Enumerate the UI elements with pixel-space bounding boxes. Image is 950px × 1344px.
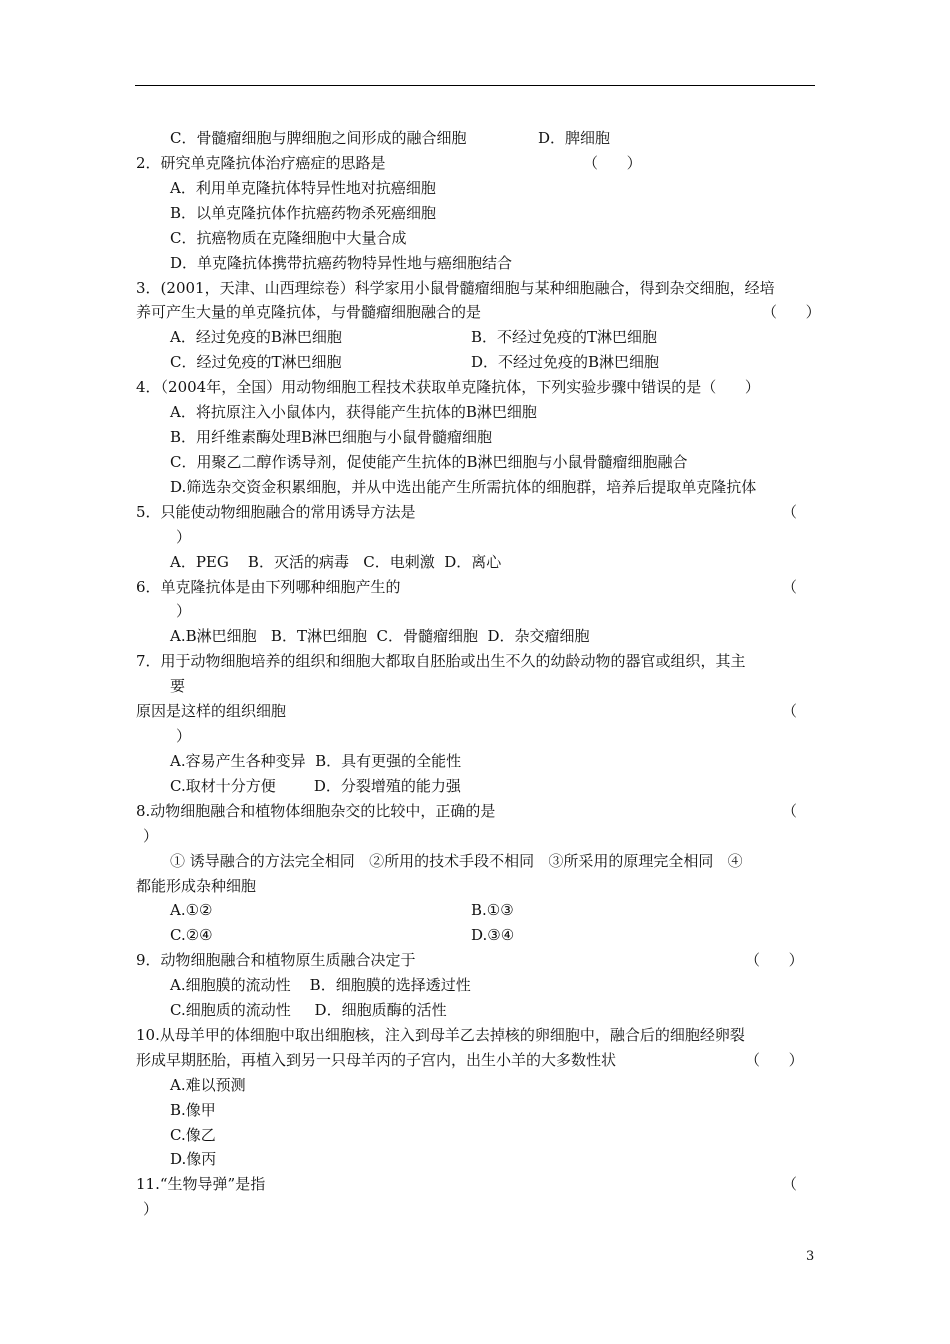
text-line: 养可产生大量的单克隆抗体，与骨髓瘤细胞融合的是 (136, 303, 482, 321)
text-line: （ (782, 578, 798, 596)
text-line: A.细胞膜的流动性 B．细胞膜的选择透过性 (170, 976, 471, 994)
text-line: A．利用单克隆抗体特异性地对抗癌细胞 (170, 179, 436, 197)
text-line: A.容易产生各种变异 B．具有更强的全能性 (170, 752, 462, 770)
text-line: 2．研究单克隆抗体治疗癌症的思路是 (136, 154, 386, 172)
text-line: 都能形成杂种细胞 (136, 877, 257, 895)
text-line: C.取材十分方便 D．分裂增殖的能力强 (170, 777, 461, 795)
text-line: C．抗癌物质在克隆细胞中大量合成 (170, 229, 407, 247)
header-rule (135, 85, 815, 86)
text-line: ） (143, 1200, 159, 1218)
text-line: D.像丙 (170, 1150, 217, 1168)
text-line: （ (782, 802, 798, 820)
text-line: 10.从母羊甲的体细胞中取出细胞核，注入到母羊乙去掉核的卵细胞中，融合后的细胞经卵裂 (136, 1026, 745, 1044)
text-line: ） (176, 528, 192, 546)
text-line: A.B淋巴细胞 B．T淋巴细胞 C．骨髓瘤细胞 D．杂交瘤细胞 (170, 627, 590, 645)
text-line: B.像甲 (170, 1101, 216, 1119)
text-line: ① 诱导融合的方法完全相同 ②所用的技术手段不相同 ③所采用的原理完全相同 ④ (170, 852, 743, 870)
text-line: 5．只能使动物细胞融合的常用诱导方法是 (136, 503, 416, 521)
text-line: （ ） (583, 154, 642, 172)
text-line: B．不经过免疫的T淋巴细胞 (471, 328, 658, 346)
text-line: C．骨髓瘤细胞与脾细胞之间形成的融合细胞 (170, 129, 467, 147)
text-line: 7．用于动物细胞培养的组织和细胞大都取自胚胎或出生不久的幼龄动物的器官或组织，其主 (136, 652, 746, 670)
text-line: （ ） (745, 1051, 804, 1069)
text-line: ） (176, 602, 192, 620)
text-line: （ (782, 702, 798, 720)
text-line: D.③④ (471, 926, 515, 944)
text-line: 11.“生物导弹”是指 (136, 1175, 266, 1193)
text-line: D．单克隆抗体携带抗癌药物特异性地与癌细胞结合 (170, 254, 513, 272)
text-line: 形成早期胚胎，再植入到另一只母羊丙的子宫内，出生小羊的大多数性状 (136, 1051, 617, 1069)
text-line: 3．(2001，天津、山西理综卷）科学家用小鼠骨髓瘤细胞与某种细胞融合，得到杂交细胞，经培 (136, 279, 775, 297)
text-line: ） (143, 827, 159, 845)
text-line: A．将抗原注入小鼠体内，获得能产生抗体的B淋巴细胞 (170, 403, 537, 421)
text-line: （ ） (745, 951, 804, 969)
text-line: （ (782, 503, 798, 521)
text-line: ） (176, 727, 192, 745)
text-line: 8.动物细胞融合和植物体细胞杂交的比较中，正确的是 (136, 802, 496, 820)
text-line: C.细胞质的流动性 D．细胞质酶的活性 (170, 1001, 447, 1019)
text-line: C.②④ (170, 926, 213, 944)
text-line: B．用纤维素酶处理B淋巴细胞与小鼠骨髓瘤细胞 (170, 428, 493, 446)
text-line: C．经过免疫的T淋巴细胞 (170, 353, 342, 371)
text-line: A.难以预测 (170, 1076, 246, 1094)
text-line: D．脾细胞 (538, 129, 611, 147)
page-number: 3 (806, 1249, 815, 1264)
text-line: 4．（2004年，全国）用动物细胞工程技术获取单克隆抗体，下列实验步骤中错误的是（ ） (136, 378, 760, 396)
text-line: D.筛选杂交资金积累细胞，并从中选出能产生所需抗体的细胞群，培养后提取单克隆抗体 (170, 478, 757, 496)
text-line: （ ） (762, 303, 821, 321)
text-line: A．经过免疫的B淋巴细胞 (170, 328, 342, 346)
text-line: 要 (170, 677, 186, 695)
text-line: B．以单克隆抗体作抗癌药物杀死癌细胞 (170, 204, 437, 222)
text-line: D．不经过免疫的B淋巴细胞 (471, 353, 660, 371)
text-line: 原因是这样的组织细胞 (136, 702, 287, 720)
text-line: C.像乙 (170, 1126, 216, 1144)
text-line: B.①③ (471, 901, 514, 919)
text-line: （ (782, 1175, 798, 1193)
text-line: A.①② (170, 901, 213, 919)
text-line: 6．单克隆抗体是由下列哪种细胞产生的 (136, 578, 401, 596)
text-line: 9．动物细胞融合和植物原生质融合决定于 (136, 951, 416, 969)
text-line: C．用聚乙二醇作诱导剂，促使能产生抗体的B淋巴细胞与小鼠骨髓瘤细胞融合 (170, 453, 688, 471)
text-line: A．PEG B．灭活的病毒 C．电刺激 D．离心 (170, 553, 502, 571)
